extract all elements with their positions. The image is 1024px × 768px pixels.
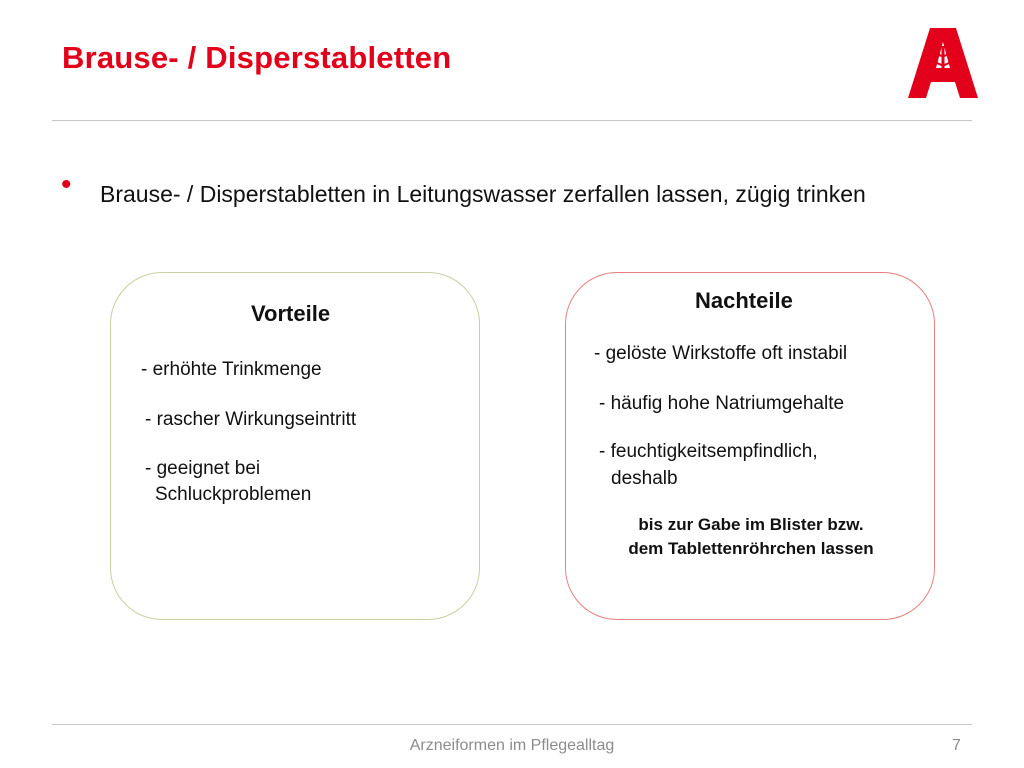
disadvantage-item: - feuchtigkeitsempfindlich, xyxy=(599,441,818,462)
advantage-item: - rascher Wirkungseintritt xyxy=(145,409,357,430)
disadvantage-item: - häufig hohe Natriumgehalte xyxy=(599,393,845,414)
header-divider xyxy=(52,120,972,121)
advantage-item: - erhöhte Trinkmenge xyxy=(141,359,322,380)
apotheke-a-logo-icon xyxy=(908,24,978,98)
disadvantages-heading: Nachteile xyxy=(695,288,793,313)
disadvantage-item: deshalb xyxy=(611,468,678,489)
advantage-item: - geeignet bei xyxy=(145,458,261,479)
advantages-heading: Vorteile xyxy=(251,301,331,326)
page-number: 7 xyxy=(952,737,961,754)
footer-text: Arzneiformen im Pflegealltag xyxy=(409,737,615,754)
advantage-item: Schluckproblemen xyxy=(155,484,312,505)
bullet-text: Brause- / Disperstabletten in Leitungswasser zerfallen lassen, zügig trinken xyxy=(100,181,866,207)
storage-note: bis zur Gabe im Blister bzw. xyxy=(638,515,864,534)
disadvantages-box xyxy=(565,272,935,620)
slide-title: Brause- / Disperstabletten xyxy=(62,40,452,75)
storage-note: dem Tablettenröhrchen lassen xyxy=(628,539,874,558)
footer-divider xyxy=(52,724,972,725)
advantages-box xyxy=(110,272,480,620)
bullet-marker: • xyxy=(61,168,72,201)
disadvantage-item: - gelöste Wirkstoffe oft instabil xyxy=(594,343,848,364)
